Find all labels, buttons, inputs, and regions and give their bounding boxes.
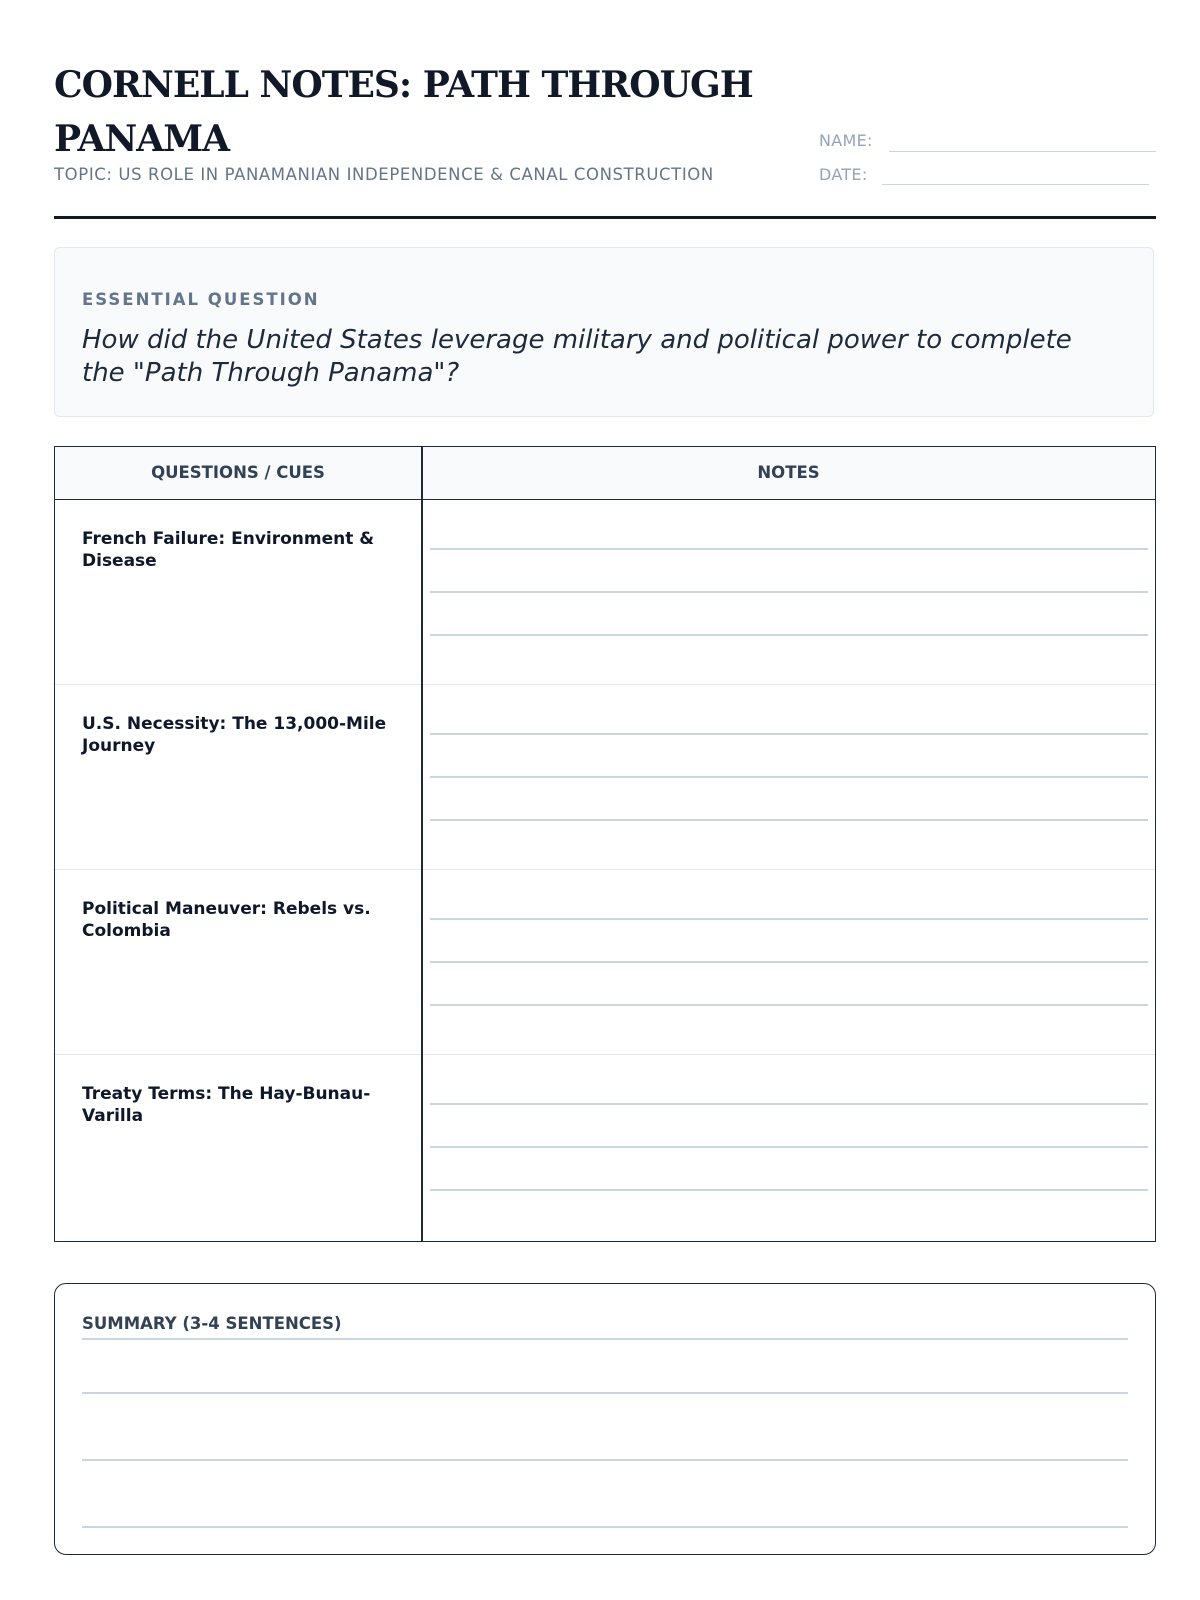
page-title: CORNELL NOTES: PATH THROUGH PANAMA <box>54 64 753 160</box>
essential-question-label: ESSENTIAL QUESTION <box>82 290 320 309</box>
cue-text: Political Maneuver: Rebels vs. Colombia <box>82 899 371 941</box>
note-line[interactable] <box>430 819 1148 821</box>
topic-subtitle: TOPIC: US ROLE IN PANAMANIAN INDEPENDENCE & CANAL CONSTRUCTION <box>54 165 714 184</box>
note-line[interactable] <box>430 733 1148 735</box>
name-label: NAME: <box>819 131 873 150</box>
cue-text: U.S. Necessity: The 13,000-Mile Journey <box>82 714 387 756</box>
cues-column-header: QUESTIONS / CUES <box>151 463 325 482</box>
table-row <box>55 500 1155 685</box>
note-line[interactable] <box>430 548 1148 550</box>
cue-text: Treaty Terms: The Hay-Bunau-Varilla <box>82 1084 371 1126</box>
cornell-notes-table <box>54 446 1156 1242</box>
table-header <box>55 447 1155 500</box>
note-line[interactable] <box>430 1146 1148 1148</box>
table-row <box>55 870 1155 1055</box>
table-row <box>55 1055 1155 1240</box>
essential-question-box <box>54 247 1154 417</box>
column-divider <box>421 447 423 1241</box>
note-line[interactable] <box>430 1004 1148 1006</box>
date-label: DATE: <box>819 165 868 184</box>
essential-question-text: How did the United States leverage military and political power to complete the "Path Through Panama"? <box>82 325 1072 388</box>
summary-line[interactable] <box>82 1392 1128 1394</box>
table-row <box>55 685 1155 870</box>
date-field[interactable] <box>882 184 1149 185</box>
note-line[interactable] <box>430 1189 1148 1191</box>
summary-line[interactable] <box>82 1526 1128 1528</box>
summary-label: SUMMARY (3-4 SENTENCES) <box>82 1314 342 1333</box>
cue-text: French Failure: Environment & Disease <box>82 529 375 571</box>
note-line[interactable] <box>430 918 1148 920</box>
name-field[interactable] <box>889 151 1156 152</box>
note-line[interactable] <box>430 591 1148 593</box>
note-line[interactable] <box>430 961 1148 963</box>
summary-box <box>54 1283 1156 1555</box>
summary-line[interactable] <box>82 1459 1128 1461</box>
header-divider <box>54 216 1156 219</box>
note-line[interactable] <box>430 634 1148 636</box>
notes-column-header: NOTES <box>757 463 820 482</box>
note-line[interactable] <box>430 1103 1148 1105</box>
summary-line[interactable] <box>82 1338 1128 1340</box>
note-line[interactable] <box>430 776 1148 778</box>
